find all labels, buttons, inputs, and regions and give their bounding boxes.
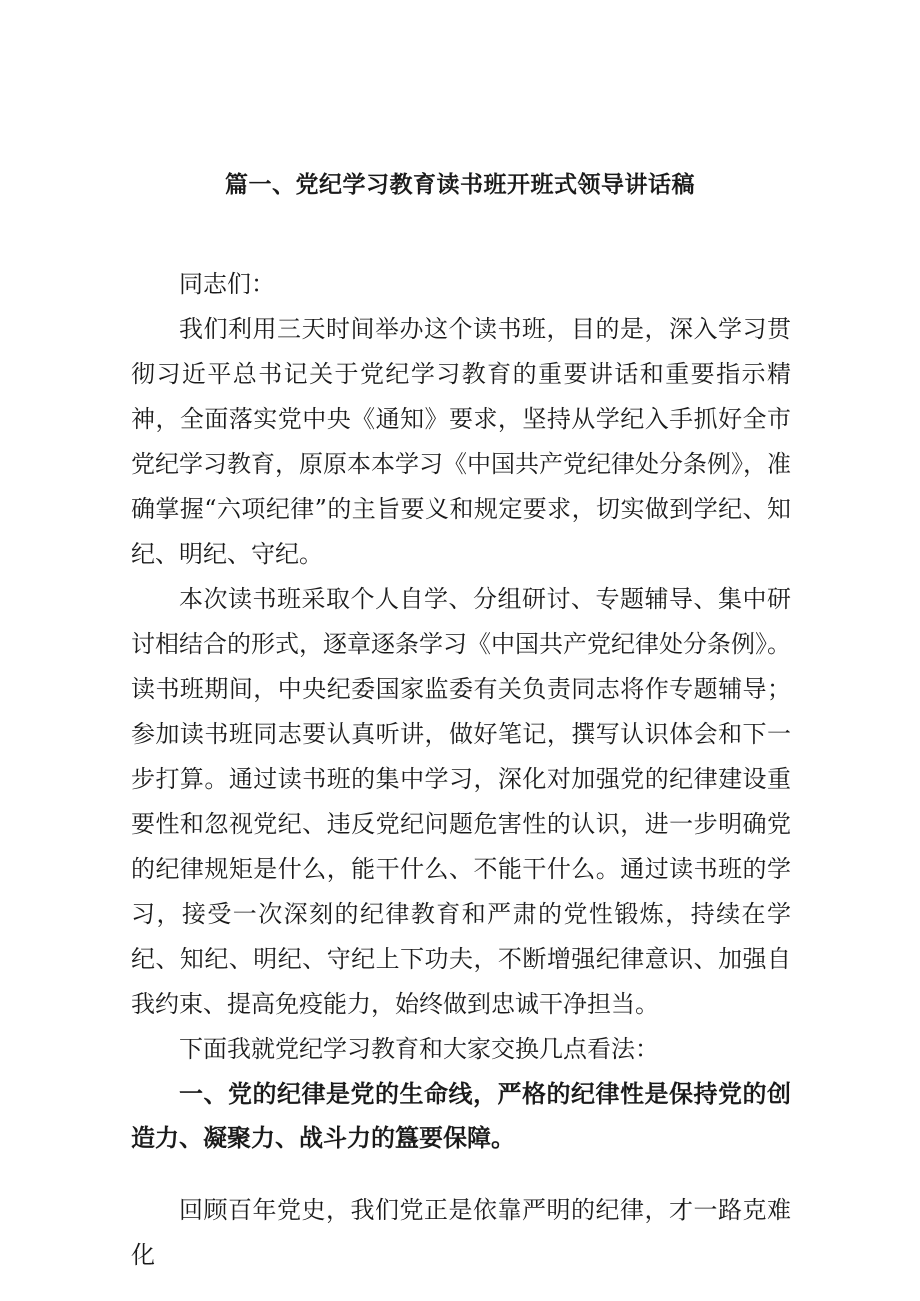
document-body (131, 262, 791, 1278)
salutation: 同志们： (179, 270, 275, 298)
paragraph-transition: 下面我就党纪学习教育和大家交换几点看法： (179, 1035, 659, 1063)
paragraph-purpose: 我们利用三天时间举办这个读书班，目的是，深入学习贯彻习近平总书记关于党纪学习教育的重要讲话和重要指示精神，全面落实党中央《通知》要求，坚持从学纪入手抓好全市党纪学习教育，原原本本学习《中国共产党纪律处分条例》，准确掌握“六项纪律”的主旨要义和规定要求，切实做到学纪、知纪、明纪、守纪。 (131, 315, 791, 568)
paragraph-format: 本次读书班采取个人自学、分组研讨、专题辅导、集中研讨相结合的形式，逐章逐条学习《中国共产党纪律处分条例》。读书班期间，中央纪委国家监委有关负责同志将作专题辅导；参加读书班同志要认真听讲，做好笔记，撰写认识体会和下一步打算。通过读书班的集中学习，深化对加强党的纪律建设重要性和忽视党纪、违反党纪问题危害性的认识，进一步明确党的纪律规矩是什么，能干什么、不能干什么。通过读书班的学习，接受一次深刻的纪律教育和严肃的党性锻炼，持续在学纪、知纪、明纪、守纪上下功夫，不断增强纪律意识、加强自我约束、提高免疫能力，始终做到忠诚干净担当。 (131, 585, 791, 1018)
document-title: 篇一、党纪学习教育读书班开班式领导讲话稿 (225, 172, 695, 198)
paragraph-history: 回顾百年党史，我们党正是依靠严明的纪律，才一路克难化 (131, 1196, 791, 1269)
section-heading: 一、党的纪律是党的生命线，严格的纪律性是保持党的创造力、凝聚力、战斗力的簋要保障。 (131, 1080, 791, 1152)
